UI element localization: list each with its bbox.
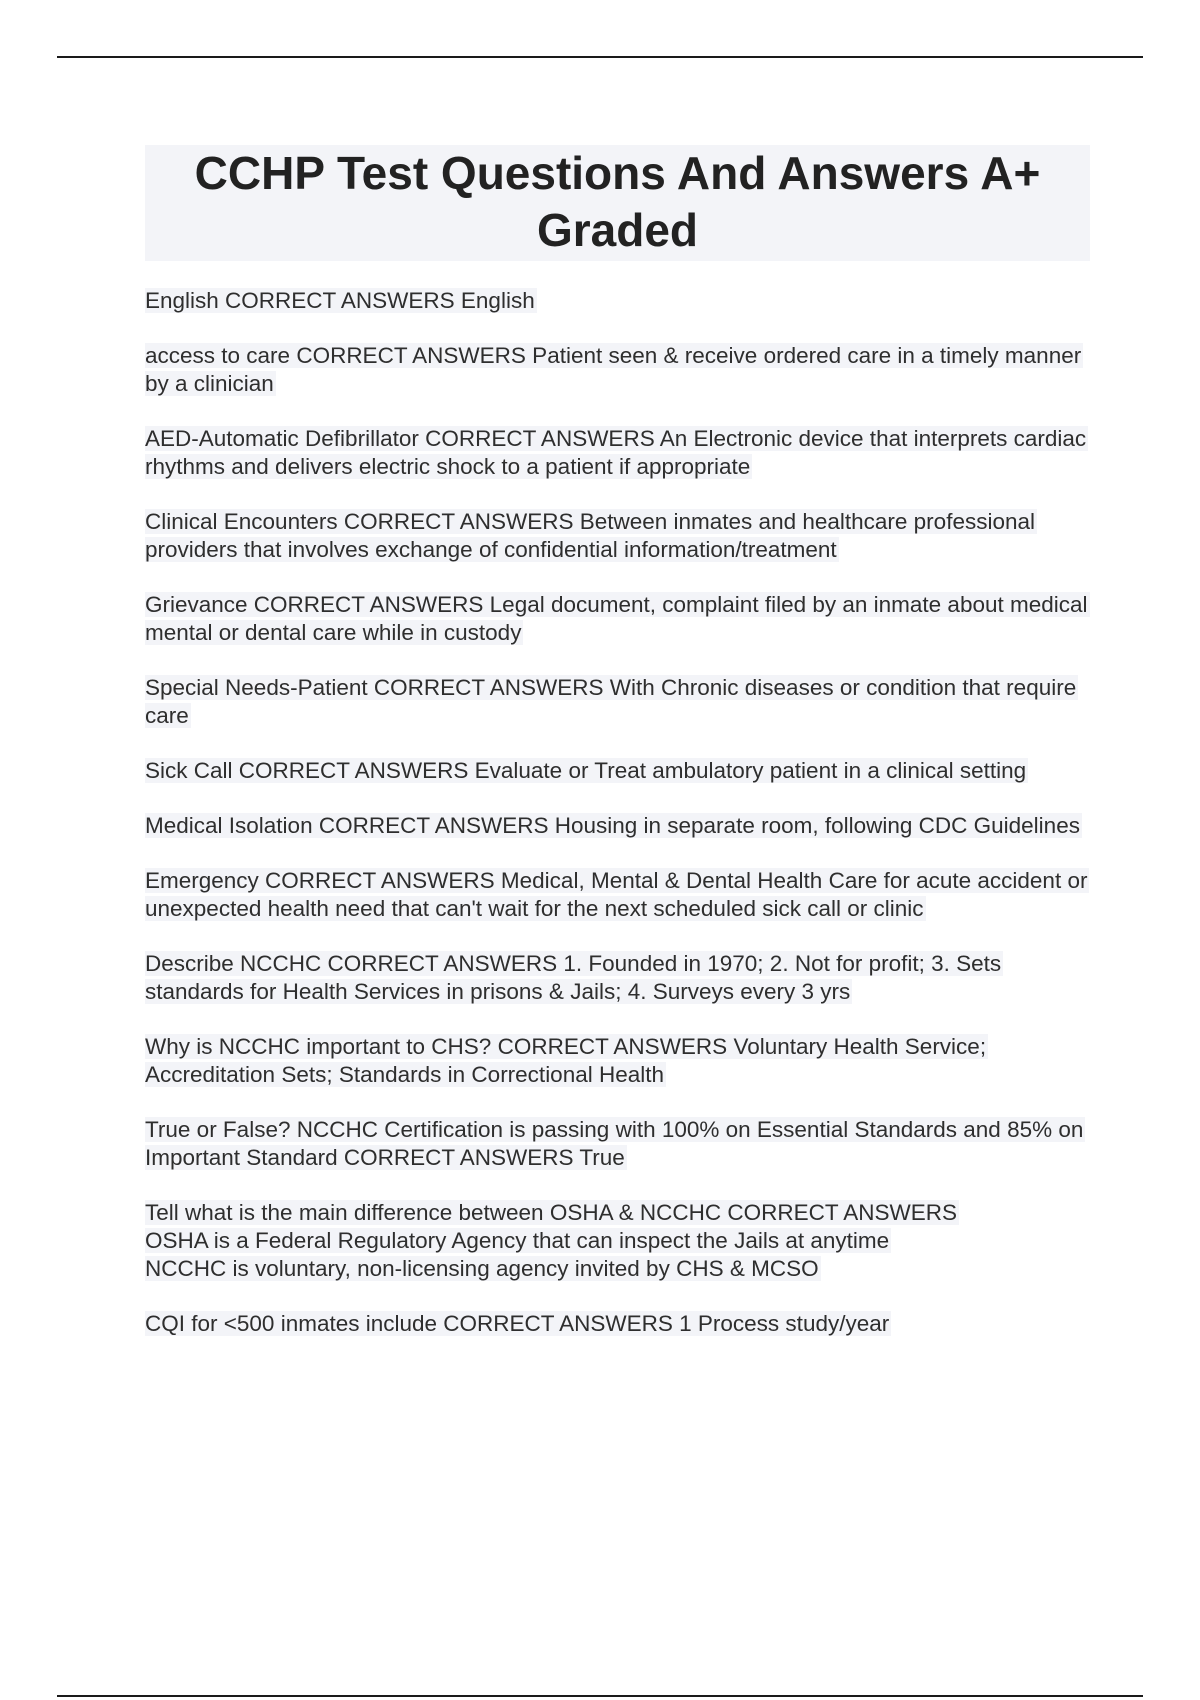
qa-text: NCCHC is voluntary, non-licensing agency invited by CHS & MCSO xyxy=(145,1256,819,1281)
qa-item xyxy=(145,812,1090,840)
qa-text: Tell what is the main difference between OSHA & NCCHC CORRECT ANSWERS xyxy=(145,1200,957,1225)
document-body xyxy=(145,145,1090,1365)
page-title: CCHP Test Questions And Answers A+ Graded xyxy=(194,147,1041,256)
qa-text: True or False? NCCHC Certification is passing with 100% on Essential Standards and 85% on Important Standard CORRECT ANSWERS True xyxy=(145,1117,1084,1170)
qa-item xyxy=(145,342,1090,398)
qa-line xyxy=(145,1227,1090,1255)
qa-line xyxy=(145,1199,1090,1227)
qa-text: Grievance CORRECT ANSWERS Legal document, complaint filed by an inmate about medical mental or dental care while in custody xyxy=(145,592,1088,645)
qa-item xyxy=(145,867,1090,923)
qa-item xyxy=(145,757,1090,785)
title-banner xyxy=(145,145,1090,261)
qa-text: Emergency CORRECT ANSWERS Medical, Mental & Dental Health Care for acute accident or unexpected health need that can't wait for the next scheduled sick call or clinic xyxy=(145,868,1088,921)
qa-item xyxy=(145,1116,1090,1172)
top-divider xyxy=(57,56,1143,58)
qa-text: OSHA is a Federal Regulatory Agency that can inspect the Jails at anytime xyxy=(145,1228,890,1253)
qa-text: AED-Automatic Defibrillator CORRECT ANSWERS An Electronic device that interprets cardiac rhythms and delivers electric shock to a patient if appropriate xyxy=(145,426,1087,479)
qa-item xyxy=(145,674,1090,730)
qa-item xyxy=(145,425,1090,481)
qa-text: Medical Isolation CORRECT ANSWERS Housing in separate room, following CDC Guidelines xyxy=(145,813,1080,838)
qa-item xyxy=(145,950,1090,1006)
qa-text: CQI for <500 inmates include CORRECT ANSWERS 1 Process study/year xyxy=(145,1311,890,1336)
qa-item xyxy=(145,1033,1090,1089)
qa-text: Sick Call CORRECT ANSWERS Evaluate or Treat ambulatory patient in a clinical setting xyxy=(145,758,1027,783)
qa-text: Describe NCCHC CORRECT ANSWERS 1. Founded in 1970; 2. Not for profit; 3. Sets standards for Health Services in prisons & Jails; 4. Surveys every 3 yrs xyxy=(145,951,1002,1004)
bottom-divider xyxy=(57,1695,1143,1697)
qa-line xyxy=(145,1255,1090,1283)
qa-text: Clinical Encounters CORRECT ANSWERS Between inmates and healthcare professional providers that involves exchange of confidential information/treatment xyxy=(145,509,1035,562)
qa-item xyxy=(145,591,1090,647)
qa-text: access to care CORRECT ANSWERS Patient seen & receive ordered care in a timely manner by a clinician xyxy=(145,343,1082,396)
qa-item xyxy=(145,1199,1090,1283)
qa-text: English CORRECT ANSWERS English xyxy=(145,288,535,313)
qa-text: Why is NCCHC important to CHS? CORRECT ANSWERS Voluntary Health Service; Accreditation Sets; Standards in Correctional Health xyxy=(145,1034,987,1087)
qa-text: Special Needs-Patient CORRECT ANSWERS With Chronic diseases or condition that require care xyxy=(145,675,1077,728)
qa-list xyxy=(145,287,1090,1338)
qa-item xyxy=(145,508,1090,564)
qa-item xyxy=(145,1310,1090,1338)
qa-item xyxy=(145,287,1090,315)
